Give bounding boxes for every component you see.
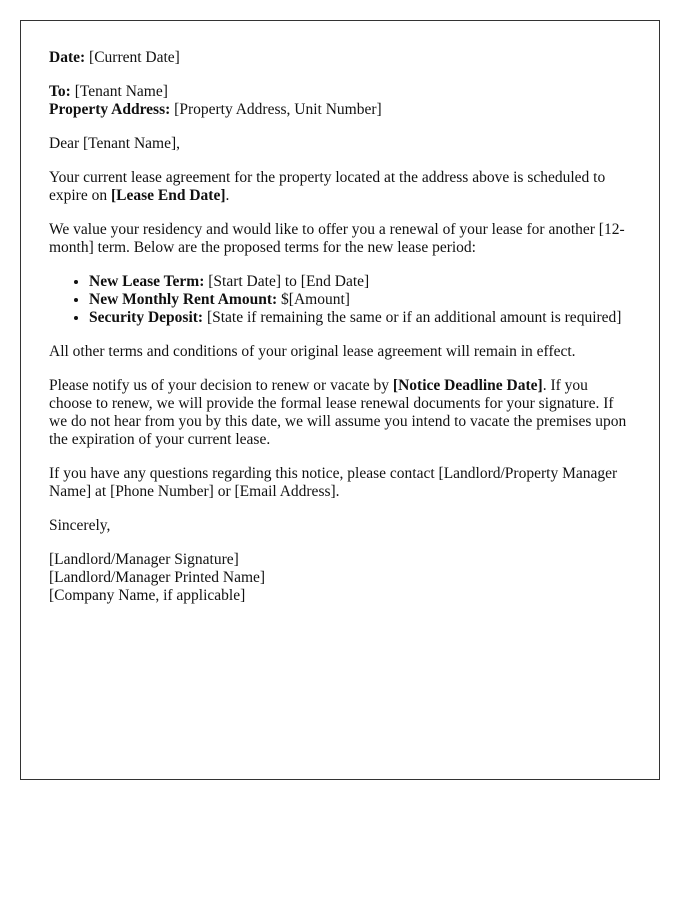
signature-line: [Landlord/Manager Signature]	[49, 551, 239, 568]
company-name-line: [Company Name, if applicable]	[49, 587, 246, 604]
term-value: [State if remaining the same or if an additional amount is required]	[203, 309, 622, 326]
term-item	[89, 291, 631, 309]
recipient-block	[49, 83, 631, 119]
term-item	[89, 273, 631, 291]
term-label: New Lease Term:	[89, 273, 205, 290]
printed-name-line: [Landlord/Manager Printed Name]	[49, 569, 266, 586]
letter-page	[20, 20, 660, 780]
paragraph-deadline-end: . If you choose to renew, we will provide the formal lease renewal documents for your signature. If we do not hear from you by this date, we will assume you intend to vacate the premises upon the expiration of your current lease.	[49, 377, 627, 448]
date-label: Date:	[49, 49, 86, 66]
paragraph-expiry-end: .	[225, 187, 230, 204]
term-label: New Monthly Rent Amount:	[89, 291, 278, 308]
paragraph-offer: We value your residency and would like to offer you a renewal of your lease for another [12-month] term. Below are the proposed terms for the new lease period:	[49, 221, 625, 256]
to-label: To:	[49, 83, 71, 100]
lease-end-date: [Lease End Date]	[110, 187, 226, 204]
terms-list	[49, 273, 631, 327]
signature-block	[49, 551, 631, 605]
to-value: [Tenant Name]	[70, 83, 168, 100]
term-value: [Start Date] to [End Date]	[204, 273, 370, 290]
address-label: Property Address:	[49, 101, 171, 118]
term-value: $[Amount]	[277, 291, 350, 308]
address-value: [Property Address, Unit Number]	[170, 101, 382, 118]
paragraph-expiry	[49, 169, 631, 205]
date-line	[49, 49, 631, 67]
paragraph-contact: If you have any questions regarding this notice, please contact [Landlord/Property Manager Name] at [Phone Number] or [Email Address].	[49, 465, 618, 500]
paragraph-deadline	[49, 377, 631, 449]
paragraph-expiry-text: Your current lease agreement for the property located at the address above is scheduled to expire on	[49, 169, 606, 204]
salutation: Dear [Tenant Name],	[49, 135, 181, 152]
paragraph-deadline-text: Please notify us of your decision to renew or vacate by	[49, 377, 393, 394]
term-item	[89, 309, 631, 327]
notice-deadline-date: [Notice Deadline Date]	[392, 377, 543, 394]
date-value: [Current Date]	[85, 49, 180, 66]
closing: Sincerely,	[49, 517, 111, 534]
term-label: Security Deposit:	[89, 309, 204, 326]
paragraph-other-terms: All other terms and conditions of your original lease agreement will remain in effect.	[49, 343, 576, 360]
